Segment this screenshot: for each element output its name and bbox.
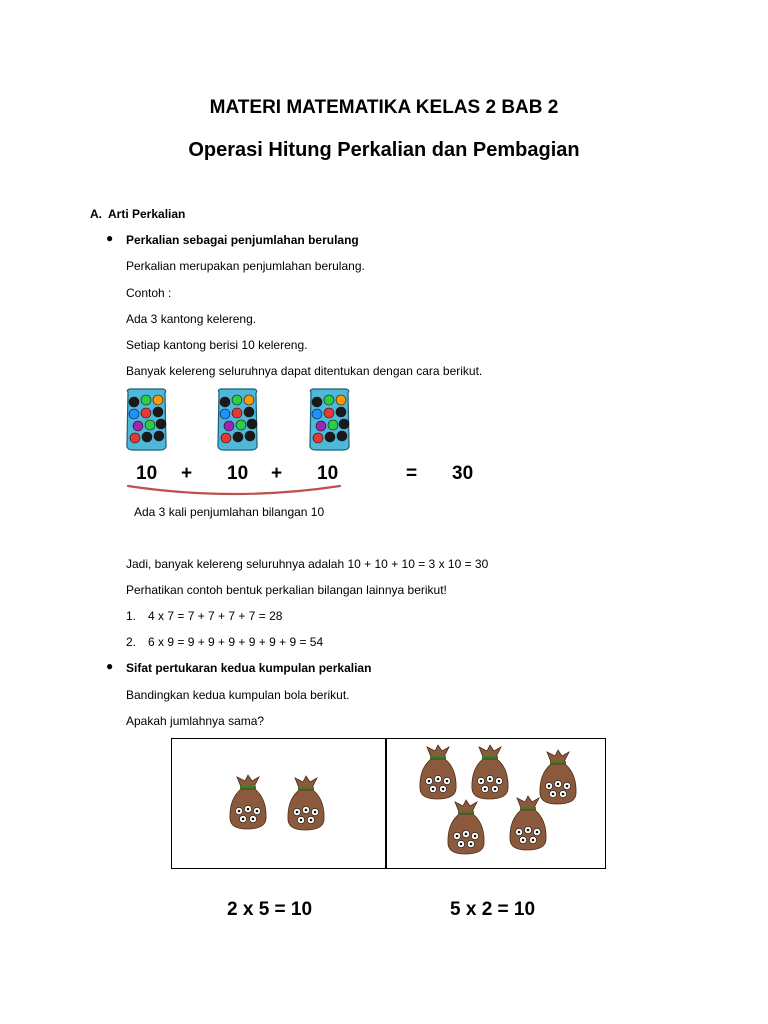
conclusion-text: Jadi, banyak kelereng seluruhnya adalah 10 + 10 + 10 = 3 x 10 = 30 <box>126 557 489 571</box>
ball-sack-image <box>507 796 549 852</box>
bullet1-line-4: Setiap kantong berisi 10 kelereng. <box>126 338 308 352</box>
equation-term-1: 10 <box>136 463 158 484</box>
equation-plus-2: + <box>271 463 283 484</box>
example-number-1: 1. <box>126 609 137 623</box>
bullet1-line-3: Ada 3 kantong kelereng. <box>126 312 257 326</box>
bullet-dot-icon: ● <box>106 231 114 245</box>
section-marker: A. <box>90 207 102 221</box>
bullet1-line-2: Contoh : <box>126 286 172 300</box>
underbrace-curve <box>126 484 342 498</box>
marble-bag-image <box>307 388 352 452</box>
right-equation: 5 x 2 = 10 <box>450 899 536 920</box>
equation-term-3: 10 <box>317 463 339 484</box>
bullet2-line-1: Bandingkan kedua kumpulan bola berikut. <box>126 688 350 702</box>
bullet1-line-1: Perkalian merupakan penjumlahan berulang. <box>126 259 365 273</box>
example-text-2: 6 x 9 = 9 + 9 + 9 + 9 + 9 + 9 = 54 <box>148 635 324 649</box>
marble-bag-image <box>124 388 169 452</box>
table-divider <box>385 739 387 868</box>
examples-prompt: Perhatikan contoh bentuk perkalian bilangan lainnya berikut! <box>126 583 447 597</box>
section-heading: Arti Perkalian <box>108 207 186 221</box>
marble-bag-image <box>215 388 260 452</box>
ball-sack-image <box>445 800 487 856</box>
left-equation: 2 x 5 = 10 <box>227 899 313 920</box>
bullet-dot-icon: ● <box>106 659 114 673</box>
ball-sack-image <box>469 745 511 801</box>
equation-plus-1: + <box>181 463 193 484</box>
bullet1-line-5: Banyak kelereng seluruhnya dapat ditentukan dengan cara berikut. <box>126 364 483 378</box>
ball-sack-image <box>227 775 267 831</box>
brace-caption: Ada 3 kali penjumlahan bilangan 10 <box>134 505 325 519</box>
bullet1-heading: Perkalian sebagai penjumlahan berulang <box>126 233 359 247</box>
bullet2-line-2: Apakah jumlahnya sama? <box>126 714 265 728</box>
ball-sack-image <box>285 776 325 832</box>
example-text-1: 4 x 7 = 7 + 7 + 7 + 7 = 28 <box>148 609 283 623</box>
equation-term-2: 10 <box>227 463 249 484</box>
bullet2-heading: Sifat pertukaran kedua kumpulan perkalian <box>126 661 372 675</box>
ball-sack-image <box>417 745 459 801</box>
document-title: MATERI MATEMATIKA KELAS 2 BAB 2 <box>209 97 559 118</box>
equation-result: 30 <box>452 463 474 484</box>
example-number-2: 2. <box>126 635 137 649</box>
equation-equals: = <box>406 463 418 484</box>
document-subtitle: Operasi Hitung Perkalian dan Pembagian <box>188 139 580 161</box>
